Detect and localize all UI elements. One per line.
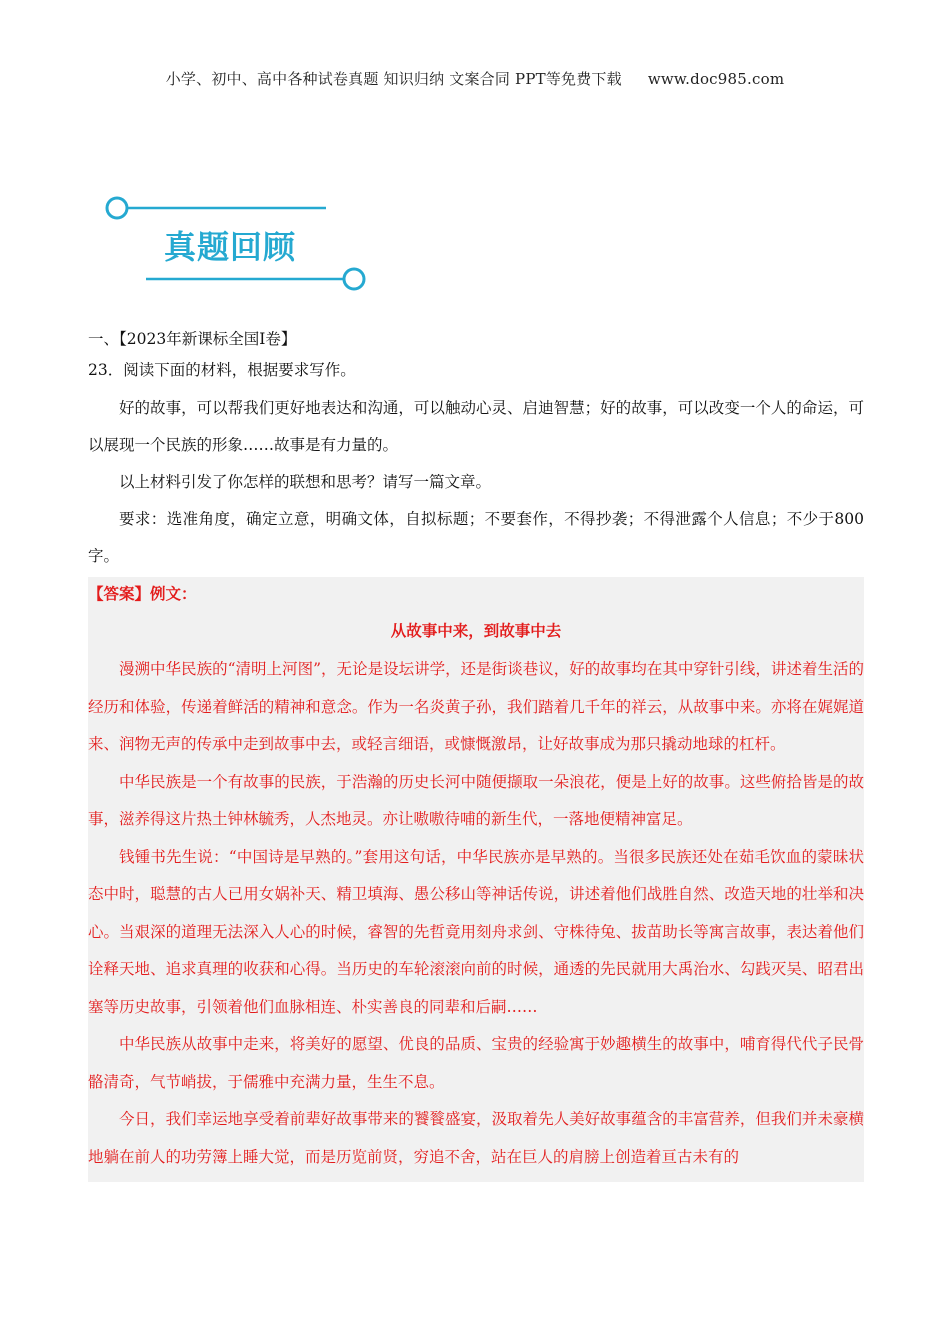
answer-label: 【答案】例文： bbox=[88, 584, 197, 603]
question-material: 好的故事，可以帮我们更好地表达和沟通，可以触动心灵、启迪智慧；好的故事，可以改变一个人的命运，可以展现一个民族的形象……故事是有力量的。 bbox=[88, 399, 864, 454]
banner-label: 真题回顾 bbox=[164, 228, 297, 266]
header-left-text: 小学、初中、高中各种试卷真题 知识归纳 文案合同 PPT等免费下载 bbox=[165, 70, 622, 88]
answer-block bbox=[88, 577, 864, 1182]
question-requirements: 要求：选准角度，确定立意，明确文体，自拟标题；不要套作，不得抄袭；不得泄露个人信息；不少于800字。 bbox=[88, 510, 864, 565]
header-website: www.doc985.com bbox=[647, 70, 785, 88]
essay-paragraph: 钱锺书先生说：“中国诗是早熟的。”套用这句话，中华民族亦是早熟的。当很多民族还处在茹毛饮血的蒙昧状态中时，聪慧的古人已用女娲补天、精卫填海、愚公移山等神话传说，讲述着他们战胜自然、改造天地的壮举和决心。当艰深的道理无法深入人心的时候，睿智的先哲竟用刻舟求剑、守株待兔、拔苗助长等寓言故事，表达着他们诠释天地、追求真理的收获和心得。当历史的车轮滚滚向前的时候，通透的先民就用大禹治水、勾践灭吴、昭君出塞等历史故事，引领着他们血脉相连、朴实善良的同辈和后嗣…… bbox=[88, 847, 864, 1016]
document-body bbox=[88, 326, 864, 1182]
question-prompt: 以上材料引发了你怎样的联想和思考？请写一篇文章。 bbox=[119, 473, 492, 491]
page-header bbox=[0, 68, 950, 89]
question-number-line: 23．阅读下面的材料，根据要求写作。 bbox=[88, 361, 356, 379]
essay-title: 从故事中来，到故事中去 bbox=[390, 621, 562, 640]
essay-paragraph: 中华民族是一个有故事的民族，于浩瀚的历史长河中随便撷取一朵浪花，便是上好的故事。这些俯拾皆是的故事，滋养得这片热土钟林毓秀，人杰地灵。亦让嗷嗷待哺的新生代，一落地便精神富足。 bbox=[88, 772, 864, 828]
section-banner bbox=[104, 192, 374, 302]
essay-paragraph: 中华民族从故事中走来，将美好的愿望、优良的品质、宝贵的经验寓于妙趣横生的故事中，哺育得代代子民骨骼清奇，气节峭拔，于儒雅中充满力量，生生不息。 bbox=[88, 1035, 864, 1091]
essay-paragraph: 今日，我们幸运地享受着前辈好故事带来的饕餮盛宴，汲取着先人美好故事蕴含的丰富营养，但我们并未豪横地躺在前人的功劳簿上睡大觉，而是历览前贤，穷追不舍，站在巨人的肩膀上创造着亘古未有的 bbox=[88, 1110, 864, 1166]
section-heading: 一、【2023年新课标全国Ⅰ卷】 bbox=[88, 330, 297, 348]
essay-paragraph: 漫溯中华民族的“清明上河图”，无论是设坛讲学，还是街谈巷议，好的故事均在其中穿针引线，讲述着生活的经历和体验，传递着鲜活的精神和意念。作为一名炎黄子孙，我们踏着几千年的祥云，从故事中来。亦将在娓娓道来、润物无声的传承中走到故事中去，或轻言细语，或慷慨激昂，让好故事成为那只撬动地球的杠杆。 bbox=[88, 660, 864, 753]
